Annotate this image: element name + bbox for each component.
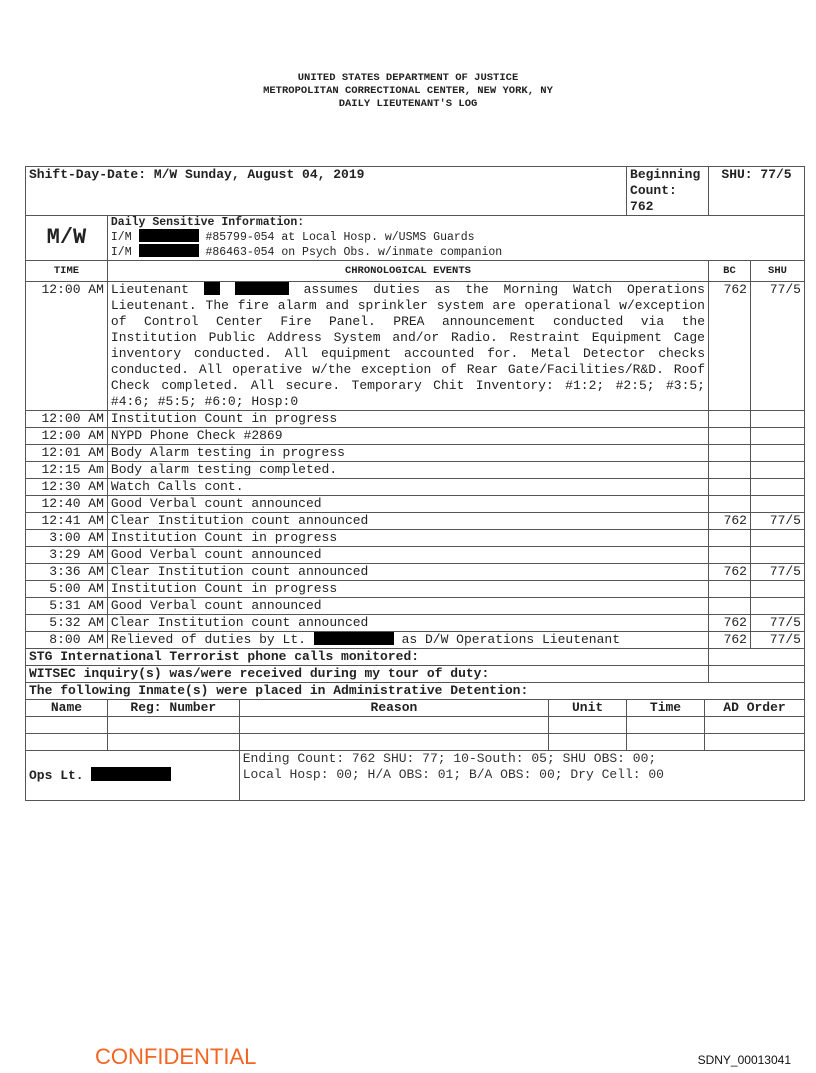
ending-count-line: Ending Count: 762 SHU: 77; 10-South: 05; SHU OBS: 00; xyxy=(242,751,657,766)
entry-event: Institution Count in progress xyxy=(107,581,708,598)
admin-detention-row xyxy=(26,683,805,700)
log-entry xyxy=(26,632,805,649)
inmate-prefix: I/M xyxy=(110,246,132,259)
redaction xyxy=(139,244,199,257)
ad-reg-header: Reg: Number xyxy=(107,700,239,717)
entry-text: Relieved of duties by Lt. xyxy=(110,632,306,647)
entry-event: Body alarm testing completed. xyxy=(107,462,708,479)
redaction xyxy=(314,632,394,645)
log-entry xyxy=(26,581,805,598)
entry-bc xyxy=(709,581,751,598)
document-header xyxy=(0,72,816,111)
entry-shu: 77/5 xyxy=(750,615,804,632)
log-entry xyxy=(26,445,805,462)
entry-bc xyxy=(709,479,751,496)
entry-event: Clear Institution count announced xyxy=(107,564,708,581)
entry-time: 12:00 AM xyxy=(26,428,108,445)
ending-count xyxy=(239,751,804,801)
entry-shu xyxy=(750,445,804,462)
facility-name: METROPOLITAN CORRECTIONAL CENTER, NEW YORK, NY xyxy=(263,85,553,97)
entry-time: 5:00 AM xyxy=(26,581,108,598)
log-entry xyxy=(26,411,805,428)
entry-event xyxy=(107,632,708,649)
entry-time: 12:30 AM xyxy=(26,479,108,496)
entry-bc xyxy=(709,547,751,564)
entry-shu: 77/5 xyxy=(750,564,804,581)
ops-lt-label: Ops Lt. xyxy=(29,768,84,783)
entry-event: Clear Institution count announced xyxy=(107,513,708,530)
redaction xyxy=(139,229,199,242)
entry-time: 8:00 AM xyxy=(26,632,108,649)
stg-row xyxy=(26,649,805,666)
entry-shu xyxy=(750,547,804,564)
entry-shu xyxy=(750,462,804,479)
entry-time: 12:15 Am xyxy=(26,462,108,479)
ad-empty-row xyxy=(26,734,805,751)
entry-event: Clear Institution count announced xyxy=(107,615,708,632)
sensitive-text: #85799-054 at Local Hosp. w/USMS Guards xyxy=(205,231,475,244)
log-title: DAILY LIEUTENANT'S LOG xyxy=(338,98,478,110)
inmate-prefix: I/M xyxy=(110,231,132,244)
entry-bc: 762 xyxy=(709,615,751,632)
shu-column-header: SHU xyxy=(750,261,804,282)
entry-bc xyxy=(709,411,751,428)
entry-text: Lieutenant xyxy=(110,282,189,297)
entry-event: NYPD Phone Check #2869 xyxy=(107,428,708,445)
sensitive-info-row xyxy=(26,216,805,261)
entry-event: Institution Count in progress xyxy=(107,530,708,547)
entry-bc xyxy=(709,530,751,547)
log-entry xyxy=(26,282,805,411)
bc-column-header: BC xyxy=(709,261,751,282)
ad-empty-row xyxy=(26,717,805,734)
log-entry xyxy=(26,615,805,632)
confidential-stamp: CONFIDENTIAL xyxy=(95,1044,257,1069)
ad-name-header: Name xyxy=(26,700,108,717)
entry-bc xyxy=(709,428,751,445)
entry-time: 3:36 AM xyxy=(26,564,108,581)
log-entry xyxy=(26,530,805,547)
entry-shu: 77/5 xyxy=(750,632,804,649)
entry-event xyxy=(107,282,708,411)
shift-row xyxy=(26,167,805,216)
lieutenant-log-table xyxy=(25,166,805,801)
entry-shu xyxy=(750,598,804,615)
entry-time: 12:01 AM xyxy=(26,445,108,462)
ops-lt xyxy=(26,751,240,801)
events-column-header: CHRONOLOGICAL EVENTS xyxy=(107,261,708,282)
entry-bc: 762 xyxy=(709,513,751,530)
redaction xyxy=(204,282,220,295)
shift-code: M/W xyxy=(26,216,108,261)
entry-bc: 762 xyxy=(709,282,751,411)
log-entry xyxy=(26,598,805,615)
entry-event: Good Verbal count announced xyxy=(107,496,708,513)
stg-value xyxy=(709,649,805,666)
log-entry xyxy=(26,479,805,496)
entry-time: 3:00 AM xyxy=(26,530,108,547)
column-header-row xyxy=(26,261,805,282)
entry-bc: 762 xyxy=(709,564,751,581)
entry-bc xyxy=(709,598,751,615)
ad-reason-header: Reason xyxy=(239,700,548,717)
sensitive-info xyxy=(107,216,804,261)
ad-unit-header: Unit xyxy=(549,700,627,717)
admin-detention-label: The following Inmate(s) were placed in Administrative Detention: xyxy=(26,683,805,700)
entry-time: 12:00 AM xyxy=(26,282,108,411)
ad-order-header: AD Order xyxy=(705,700,805,717)
witsec-row xyxy=(26,666,805,683)
ad-header-row xyxy=(26,700,805,717)
stg-label: STG International Terrorist phone calls monitored: xyxy=(26,649,709,666)
shift-day-date: Shift-Day-Date: M/W Sunday, August 04, 2019 xyxy=(26,167,627,216)
log-entry xyxy=(26,428,805,445)
entry-shu xyxy=(750,411,804,428)
entry-event: Good Verbal count announced xyxy=(107,598,708,615)
redaction xyxy=(91,767,171,781)
log-entries xyxy=(26,411,805,632)
sensitive-info-title: Daily Sensitive Information: xyxy=(110,216,305,229)
entry-event: Institution Count in progress xyxy=(107,411,708,428)
entry-shu xyxy=(750,479,804,496)
ad-time-header: Time xyxy=(627,700,705,717)
time-column-header: TIME xyxy=(26,261,108,282)
log-entry xyxy=(26,564,805,581)
entry-time: 3:29 AM xyxy=(26,547,108,564)
entry-time: 5:31 AM xyxy=(26,598,108,615)
ending-count-line: Local Hosp: 00; H/A OBS: 01; B/A OBS: 00; Dry Cell: 00 xyxy=(242,767,664,782)
entry-shu: 77/5 xyxy=(750,282,804,411)
entry-time: 5:32 AM xyxy=(26,615,108,632)
entry-text: Operations Lieutenant. The fire alarm and sprinkler system are operational w/exception of Control Center Fire Panel. PREA announcement conducted via the Institution Public Address System and/or Radio. Restraint Equipment Cage inventory conducted. All equipment accounted for. Metal Detector checks conducted. All operative w/the exception of Rear Gate/Facilities/R&D. Roof Check completed. All secure. Temporary Chit Inventory: #1:2; #2:5; #3:5; #4:6; #5:5; #6:0; Hosp:0 xyxy=(110,282,705,409)
entry-bc: 762 xyxy=(709,632,751,649)
entry-text: as D/W Operations Lieutenant xyxy=(401,632,621,647)
entry-event: Watch Calls cont. xyxy=(107,479,708,496)
log-entry xyxy=(26,496,805,513)
redaction xyxy=(235,282,289,295)
entry-time: 12:00 AM xyxy=(26,411,108,428)
entry-shu xyxy=(750,581,804,598)
entry-shu xyxy=(750,496,804,513)
sensitive-line xyxy=(111,229,801,244)
agency-name: UNITED STATES DEPARTMENT OF JUSTICE xyxy=(297,72,519,84)
beginning-count: Beginning Count: 762 xyxy=(627,167,709,216)
witsec-value xyxy=(709,666,805,683)
entry-bc xyxy=(709,445,751,462)
entry-shu: 77/5 xyxy=(750,513,804,530)
log-entry xyxy=(26,547,805,564)
entry-event: Body Alarm testing in progress xyxy=(107,445,708,462)
shu-count: SHU: 77/5 xyxy=(709,167,805,216)
entry-bc xyxy=(709,496,751,513)
entry-bc xyxy=(709,462,751,479)
bates-number: SDNY_00013041 xyxy=(697,1053,791,1067)
entry-shu xyxy=(750,530,804,547)
entry-time: 12:40 AM xyxy=(26,496,108,513)
footer-row xyxy=(26,751,805,801)
entry-time: 12:41 AM xyxy=(26,513,108,530)
sensitive-text: #86463-054 on Psych Obs. w/inmate companion xyxy=(205,246,503,259)
entry-text: assumes duties as the Morning Watch xyxy=(303,282,613,297)
log-entry xyxy=(26,513,805,530)
entry-shu xyxy=(750,428,804,445)
sensitive-line xyxy=(111,244,801,259)
witsec-label: WITSEC inquiry(s) was/were received during my tour of duty: xyxy=(26,666,709,683)
entry-event: Good Verbal count announced xyxy=(107,547,708,564)
log-entry xyxy=(26,462,805,479)
